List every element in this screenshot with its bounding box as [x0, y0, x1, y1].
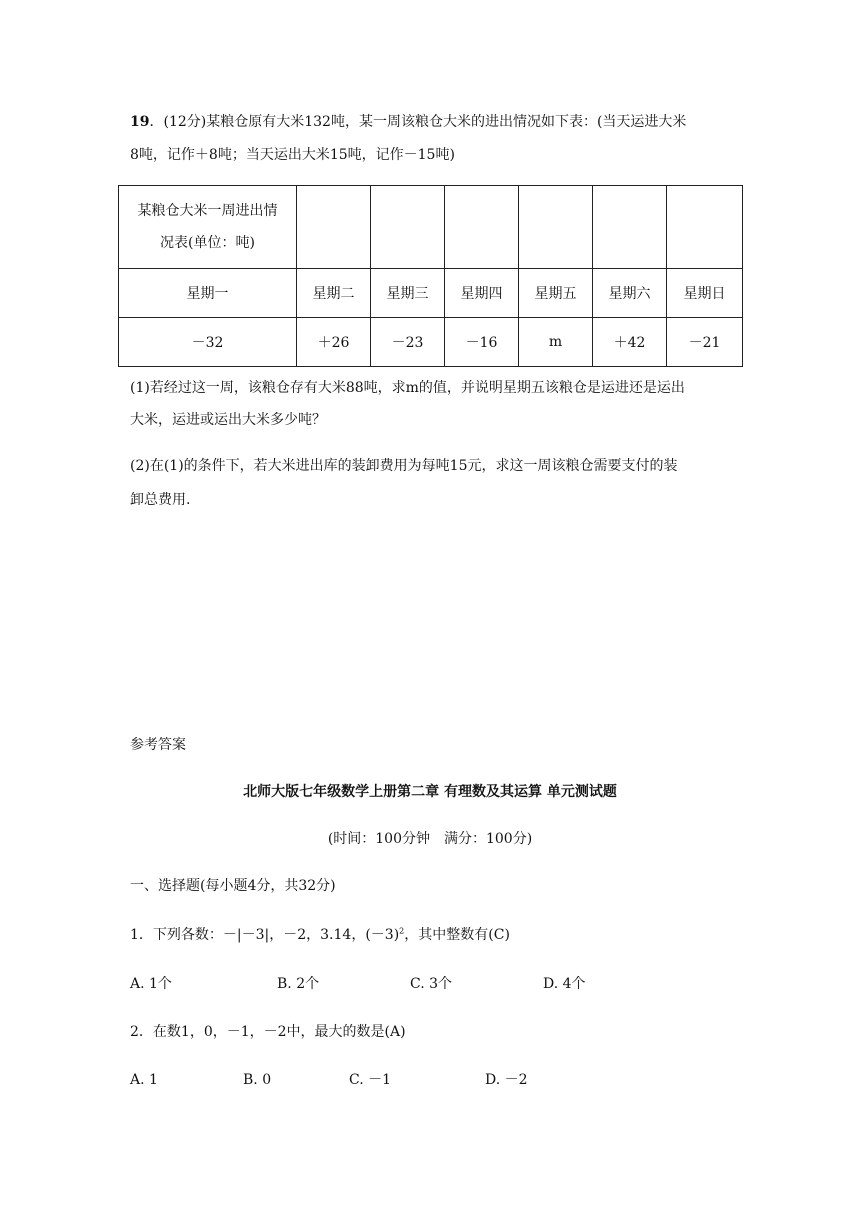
- rice-table: [118, 185, 743, 367]
- q2-option-b: B. 0: [243, 1072, 272, 1088]
- q19-part1-line1: (1)若经过这一周，该粮仓存有大米88吨，求m的值，并说明星期五该粮仓是运进还是运出: [130, 380, 685, 396]
- q2-option-d: D. －2: [485, 1072, 528, 1088]
- table-caption-cell: [119, 186, 297, 269]
- q1-stem-text: 1．下列各数：－|－3|，－2，3.14，(－3): [130, 927, 400, 943]
- table-cell-day: 星期日: [667, 269, 743, 318]
- q1-stem-tail: ，其中整数有(C): [404, 927, 510, 943]
- q1-option-b: B. 2个: [277, 976, 320, 992]
- q1-option-c: C. 3个: [410, 976, 453, 992]
- q19-number: 19: [130, 114, 150, 130]
- table-cell-day: 星期四: [445, 269, 519, 318]
- table-cell-value: －23: [371, 318, 445, 367]
- q19-stem-line1-text: ．(12分)某粮仓原有大米132吨，某一周该粮仓大米的进出情况如下表：(当天运进大米: [149, 114, 687, 130]
- table-cell-day: 星期三: [371, 269, 445, 318]
- q19-stem-line2: 8吨，记作＋8吨；当天运出大米15吨，记作－15吨): [130, 147, 455, 163]
- q1-stem: [130, 925, 510, 945]
- table-caption-row: [119, 186, 743, 269]
- q1-option-d: D. 4个: [543, 976, 586, 992]
- table-cell-day: 星期二: [297, 269, 371, 318]
- table-empty-cell: [445, 186, 519, 269]
- table-cell-value: －32: [119, 318, 297, 367]
- table-cell-value: m: [519, 318, 593, 367]
- table-cell-value: ＋42: [593, 318, 667, 367]
- q19-stem-line1: [130, 112, 686, 132]
- table-cell-value: －16: [445, 318, 519, 367]
- q19-part1-line2: 大米，运进或运出大米多少吨？: [130, 412, 326, 428]
- table-values-row: [119, 318, 743, 367]
- q2-option-a: A. 1: [130, 1072, 158, 1088]
- table-cell-day: 星期一: [119, 269, 297, 318]
- table-empty-cell: [297, 186, 371, 269]
- answers-title: 北师大版七年级数学上册第二章 有理数及其运算 单元测试题: [243, 784, 617, 800]
- q19-part2-line1: (2)在(1)的条件下，若大米进出库的装卸费用为每吨15元，求这一周该粮仓需要支付的装: [130, 458, 678, 474]
- answers-heading: 参考答案: [130, 737, 186, 753]
- table-empty-cell: [519, 186, 593, 269]
- table-empty-cell: [667, 186, 743, 269]
- table-cell-day: 星期五: [519, 269, 593, 318]
- q19-part2-line2: 卸总费用.: [130, 492, 191, 508]
- table-days-row: [119, 269, 743, 318]
- table-caption-line1: 某粮仓大米一周进出情: [137, 203, 278, 219]
- table-empty-cell: [593, 186, 667, 269]
- table-empty-cell: [371, 186, 445, 269]
- q1-option-a: A. 1个: [130, 976, 172, 992]
- q1-exponent: 2: [399, 926, 405, 936]
- table-cell-day: 星期六: [593, 269, 667, 318]
- table-caption-line2: 况表(单位：吨): [160, 235, 255, 251]
- q2-stem: 2．在数1，0，－1，－2中，最大的数是(A): [130, 1024, 406, 1040]
- table-cell-value: ＋26: [297, 318, 371, 367]
- q2-option-c: C. －1: [349, 1072, 392, 1088]
- section1-heading: 一、选择题(每小题4分，共32分): [130, 878, 336, 894]
- answers-subtitle: (时间：100分钟 满分：100分): [327, 831, 533, 847]
- table-cell-value: －21: [667, 318, 743, 367]
